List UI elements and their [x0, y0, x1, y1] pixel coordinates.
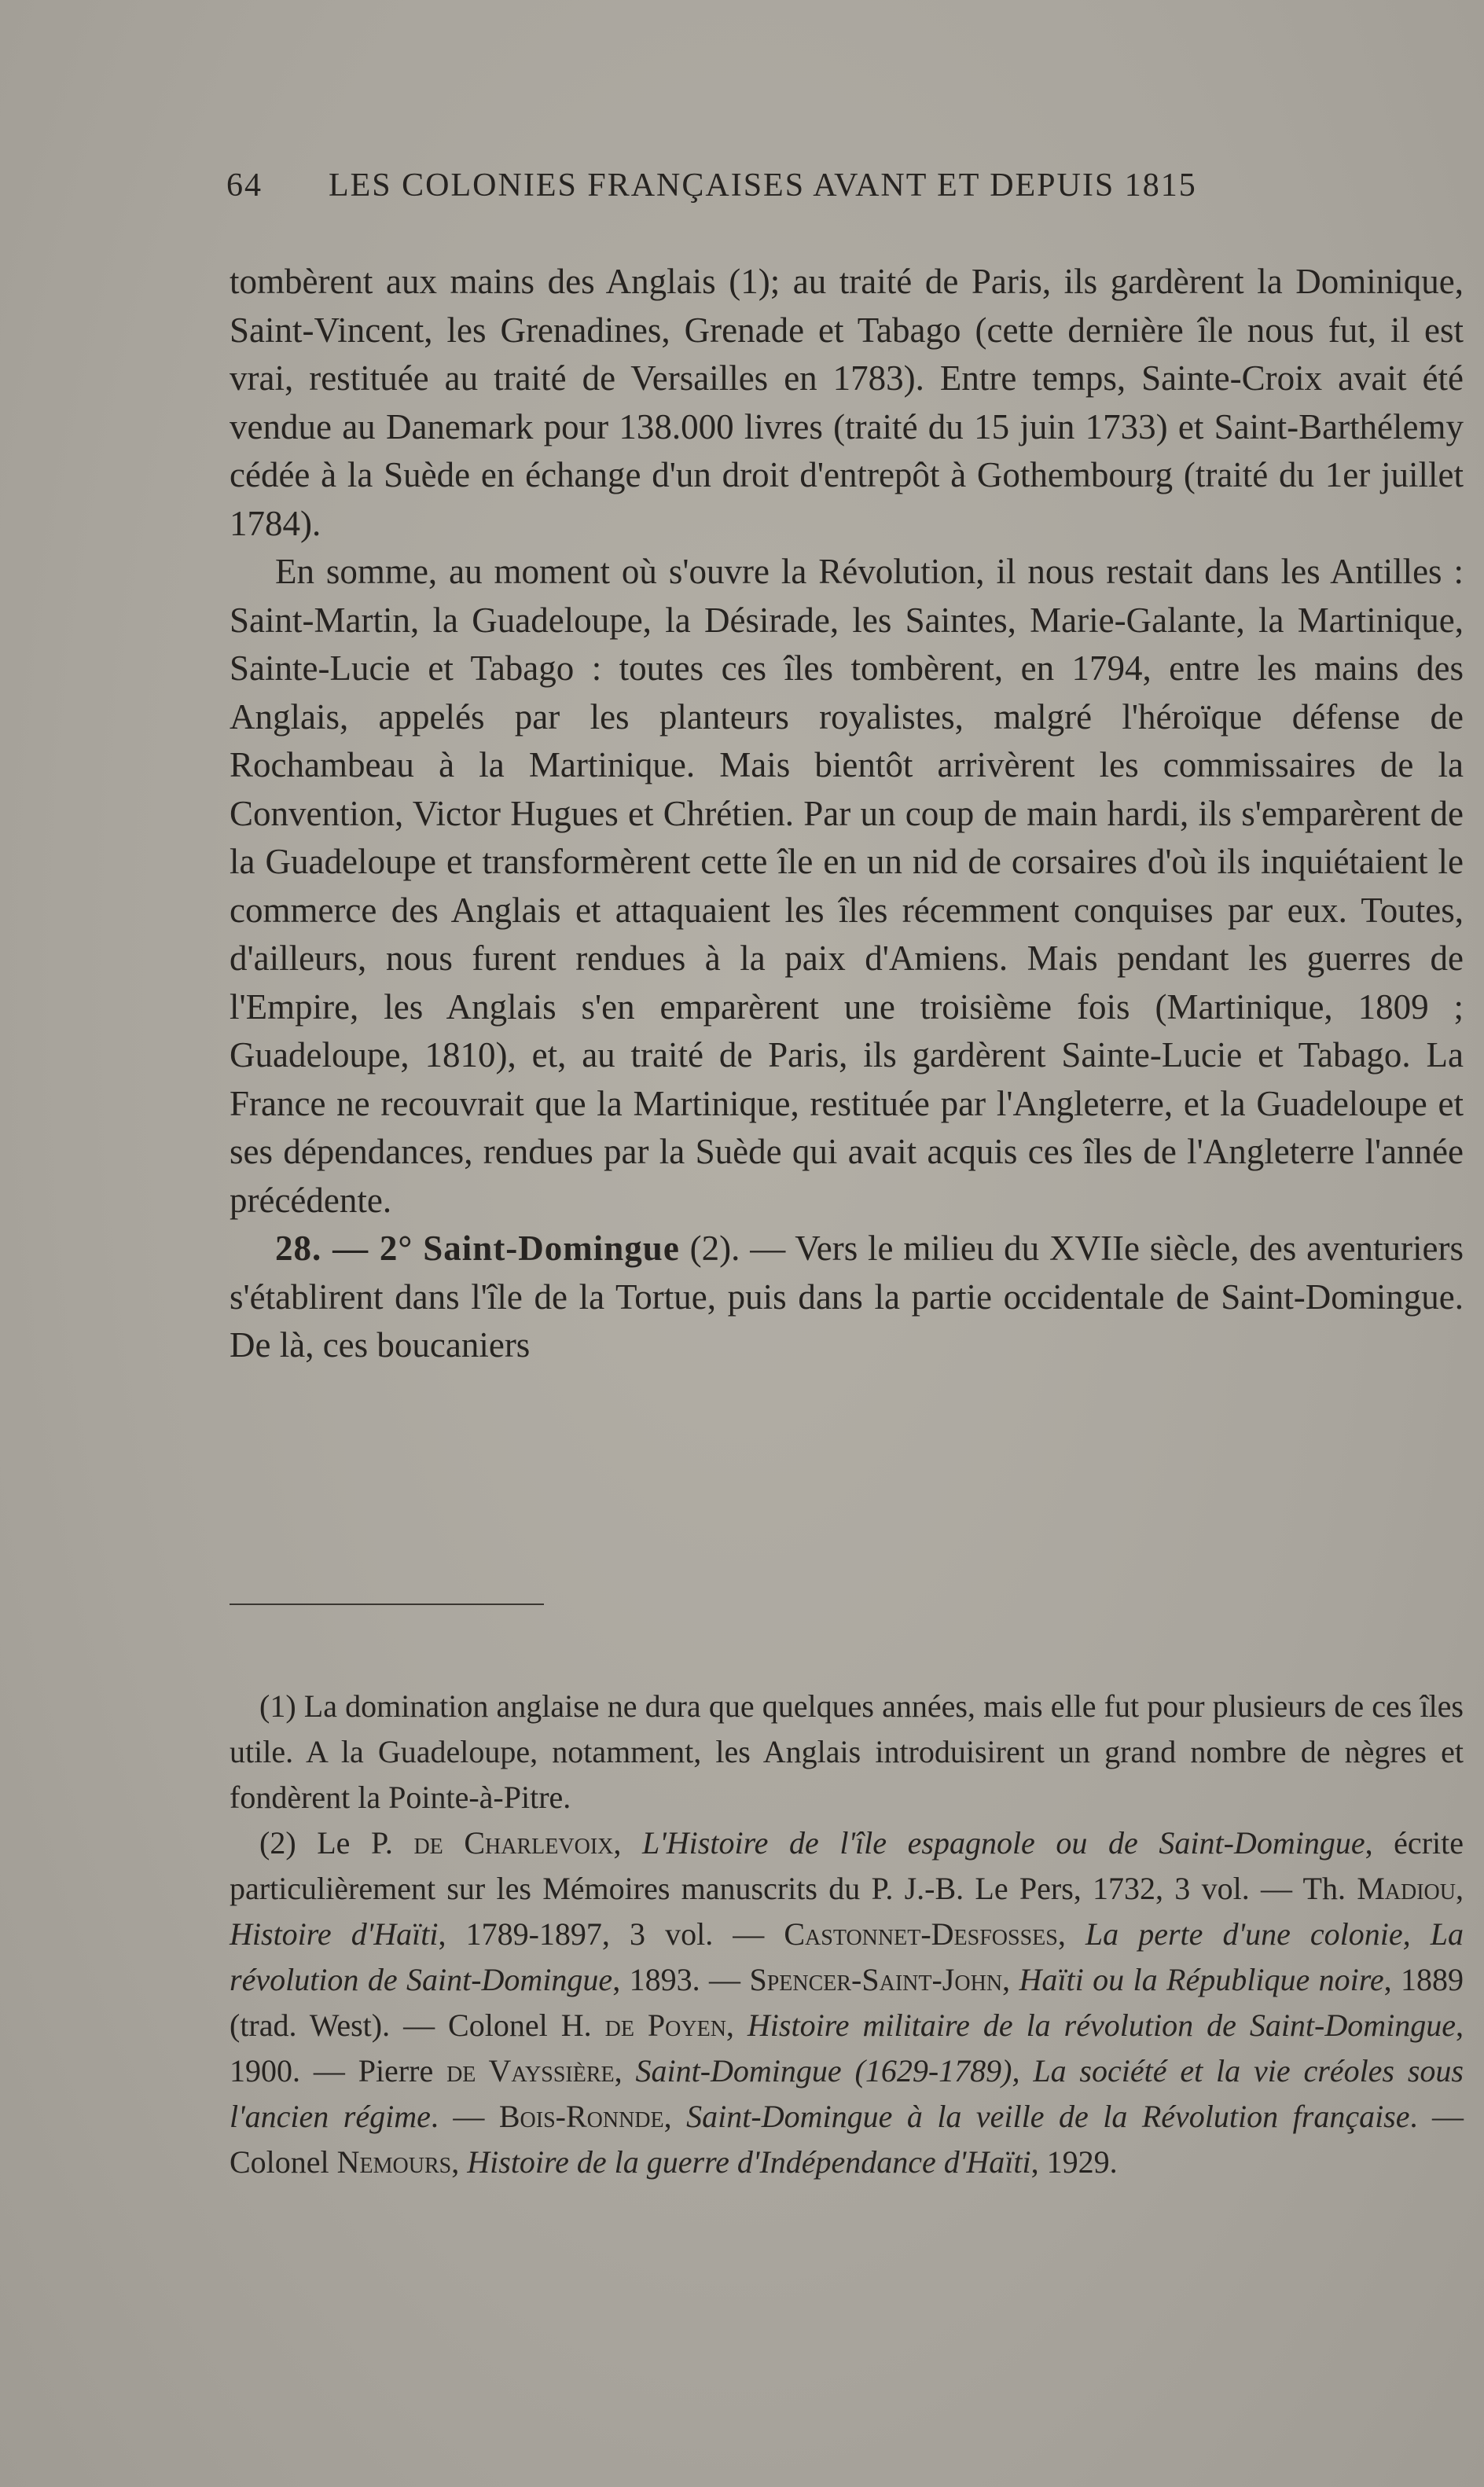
- book-title: L'Histoire de l'île espagnole ou de Saint-Domingue: [641, 1825, 1365, 1861]
- running-title: LES COLONIES FRANÇAISES AVANT ET DEPUIS 1815: [329, 167, 1197, 204]
- author-name: de Vayssière: [446, 2053, 615, 2088]
- author-name: de Charlevoix: [413, 1825, 614, 1861]
- page-number: 64: [226, 167, 263, 204]
- paragraph-2: En somme, au moment où s'ouvre la Révolution, il nous restait dans les Antilles : Saint-Martin, la Guadeloupe, la Désirade, les Saintes, Marie-Galante, la Martinique, Sainte-Lucie et Tabago : toutes ces îles tombèrent, en 1794, entre les mains des Anglais, appelés par les planteurs royalistes, malgré l'héroïque défense de Rochambeau à la Martinique. Mais bientôt arrivèrent les commissaires de la Convention, Victor Hugues et Chrétien. Par un coup de main hardi, ils s'emparèrent de la Guadeloupe et transformèrent cette île en un nid de corsaires d'où ils inquiétaient le commerce des Anglais et attaquaient les îles récemment conquises par eux. Toutes, d'ailleurs, nous furent rendues à la paix d'Amiens. Mais pendant les guerres de l'Empire, les Anglais s'en emparèrent une troisième fois (Martinique, 1809 ; Guadeloupe, 1810), et, au traité de Paris, ils gardèrent Sainte-Lucie et Tabago. La France ne recouvrait que la Martinique, restituée par l'Angleterre, et la Guadeloupe et ses dépendances, rendues par la Suède qui avait acquis ces îles de l'Angleterre l'année précédente.: [230, 552, 1464, 1220]
- author-name: de Poyen: [604, 2008, 726, 2043]
- running-header: [226, 167, 1343, 204]
- section-number: 28. — 2°: [275, 1229, 413, 1268]
- author-name: Spencer-Saint-John: [749, 1962, 1003, 1997]
- paragraph-3: [230, 1225, 1464, 1370]
- footnote-divider: [230, 1604, 544, 1605]
- footnote-1: (1) La domination anglaise ne dura que quelques années, mais elle fut pour plusieurs de ces îles utile. A la Guadeloupe, notamment, les Anglais introduisirent un grand nombre de nègres et fondèrent la Pointe-à-Pitre.: [230, 1688, 1464, 1815]
- section-title: Saint-Domingue: [423, 1229, 680, 1268]
- paragraph-3-text: (2). — Vers le milieu du XVIIe siècle, des aventuriers s'établirent dans l'île de la Tortue, puis dans la partie occidentale de Saint-Domingue. De là, ces boucaniers: [230, 1229, 1464, 1365]
- book-title: Histoire militaire de la révolution de Saint-Domingue: [747, 2008, 1456, 2043]
- author-name: Bois-Ronnde: [498, 2099, 664, 2134]
- author-name: Nemours: [336, 2144, 452, 2180]
- author-name: Castonnet-Desfosses: [784, 1916, 1058, 1952]
- main-text: [230, 258, 1464, 1370]
- book-title: Saint-Domingue à la veille de la Révolution française: [686, 2099, 1410, 2134]
- book-title: Saint-Domingue (1629-1789), La société et la vie créoles sous l'ancien régime: [230, 2053, 1464, 2134]
- footnote-2: (2) Le P. de Charlevoix, L'Histoire de l'île espagnole ou de Saint-Domingue, écrite particulièrement sur les Mémoires manuscrits du P. J.-B. Le Pers, 1732, 3 vol. — Th. Madiou, Histoire d'Haïti, 1789-1897, 3 vol. — Castonnet-Desfosses, La perte d'une colonie, La révolution de Saint-Domingue, 1893. — Spencer-Saint-John, Haïti ou la République noire, 1889 (trad. West). — Colonel H. de Poyen, Histoire militaire de la révolution de Saint-Domingue, 1900. — Pierre de Vayssière, Saint-Domingue (1629-1789), La société et la vie créoles sous l'ancien régime. — Bois-Ronnde, Saint-Domingue à la veille de la Révolution française. — Colonel Nemours, Histoire de la guerre d'Indépendance d'Haïti, 1929.: [230, 1825, 1464, 2180]
- footnotes: [230, 1684, 1464, 2185]
- author-name: Madiou: [1357, 1871, 1456, 1906]
- book-title: Haïti ou la République noire: [1019, 1962, 1384, 1997]
- paragraph-1: tombèrent aux mains des Anglais (1); au traité de Paris, ils gardèrent la Dominique, Saint-Vincent, les Grenadines, Grenade et Tabago (cette dernière île nous fut, il est vrai, restituée au traité de Versailles en 1783). Entre temps, Sainte-Croix avait été vendue au Danemark pour 138.000 livres (traité du 15 juin 1733) et Saint-Barthélemy cédée à la Suède en échange d'un droit d'entrepôt à Gothembourg (traité du 1er juillet 1784).: [230, 262, 1464, 543]
- book-title: Histoire d'Haïti: [230, 1916, 439, 1952]
- book-title: Histoire de la guerre d'Indépendance d'Haïti: [467, 2144, 1031, 2180]
- book-title: La perte d'une colonie, La révolution de Saint-Domingue: [230, 1916, 1464, 1997]
